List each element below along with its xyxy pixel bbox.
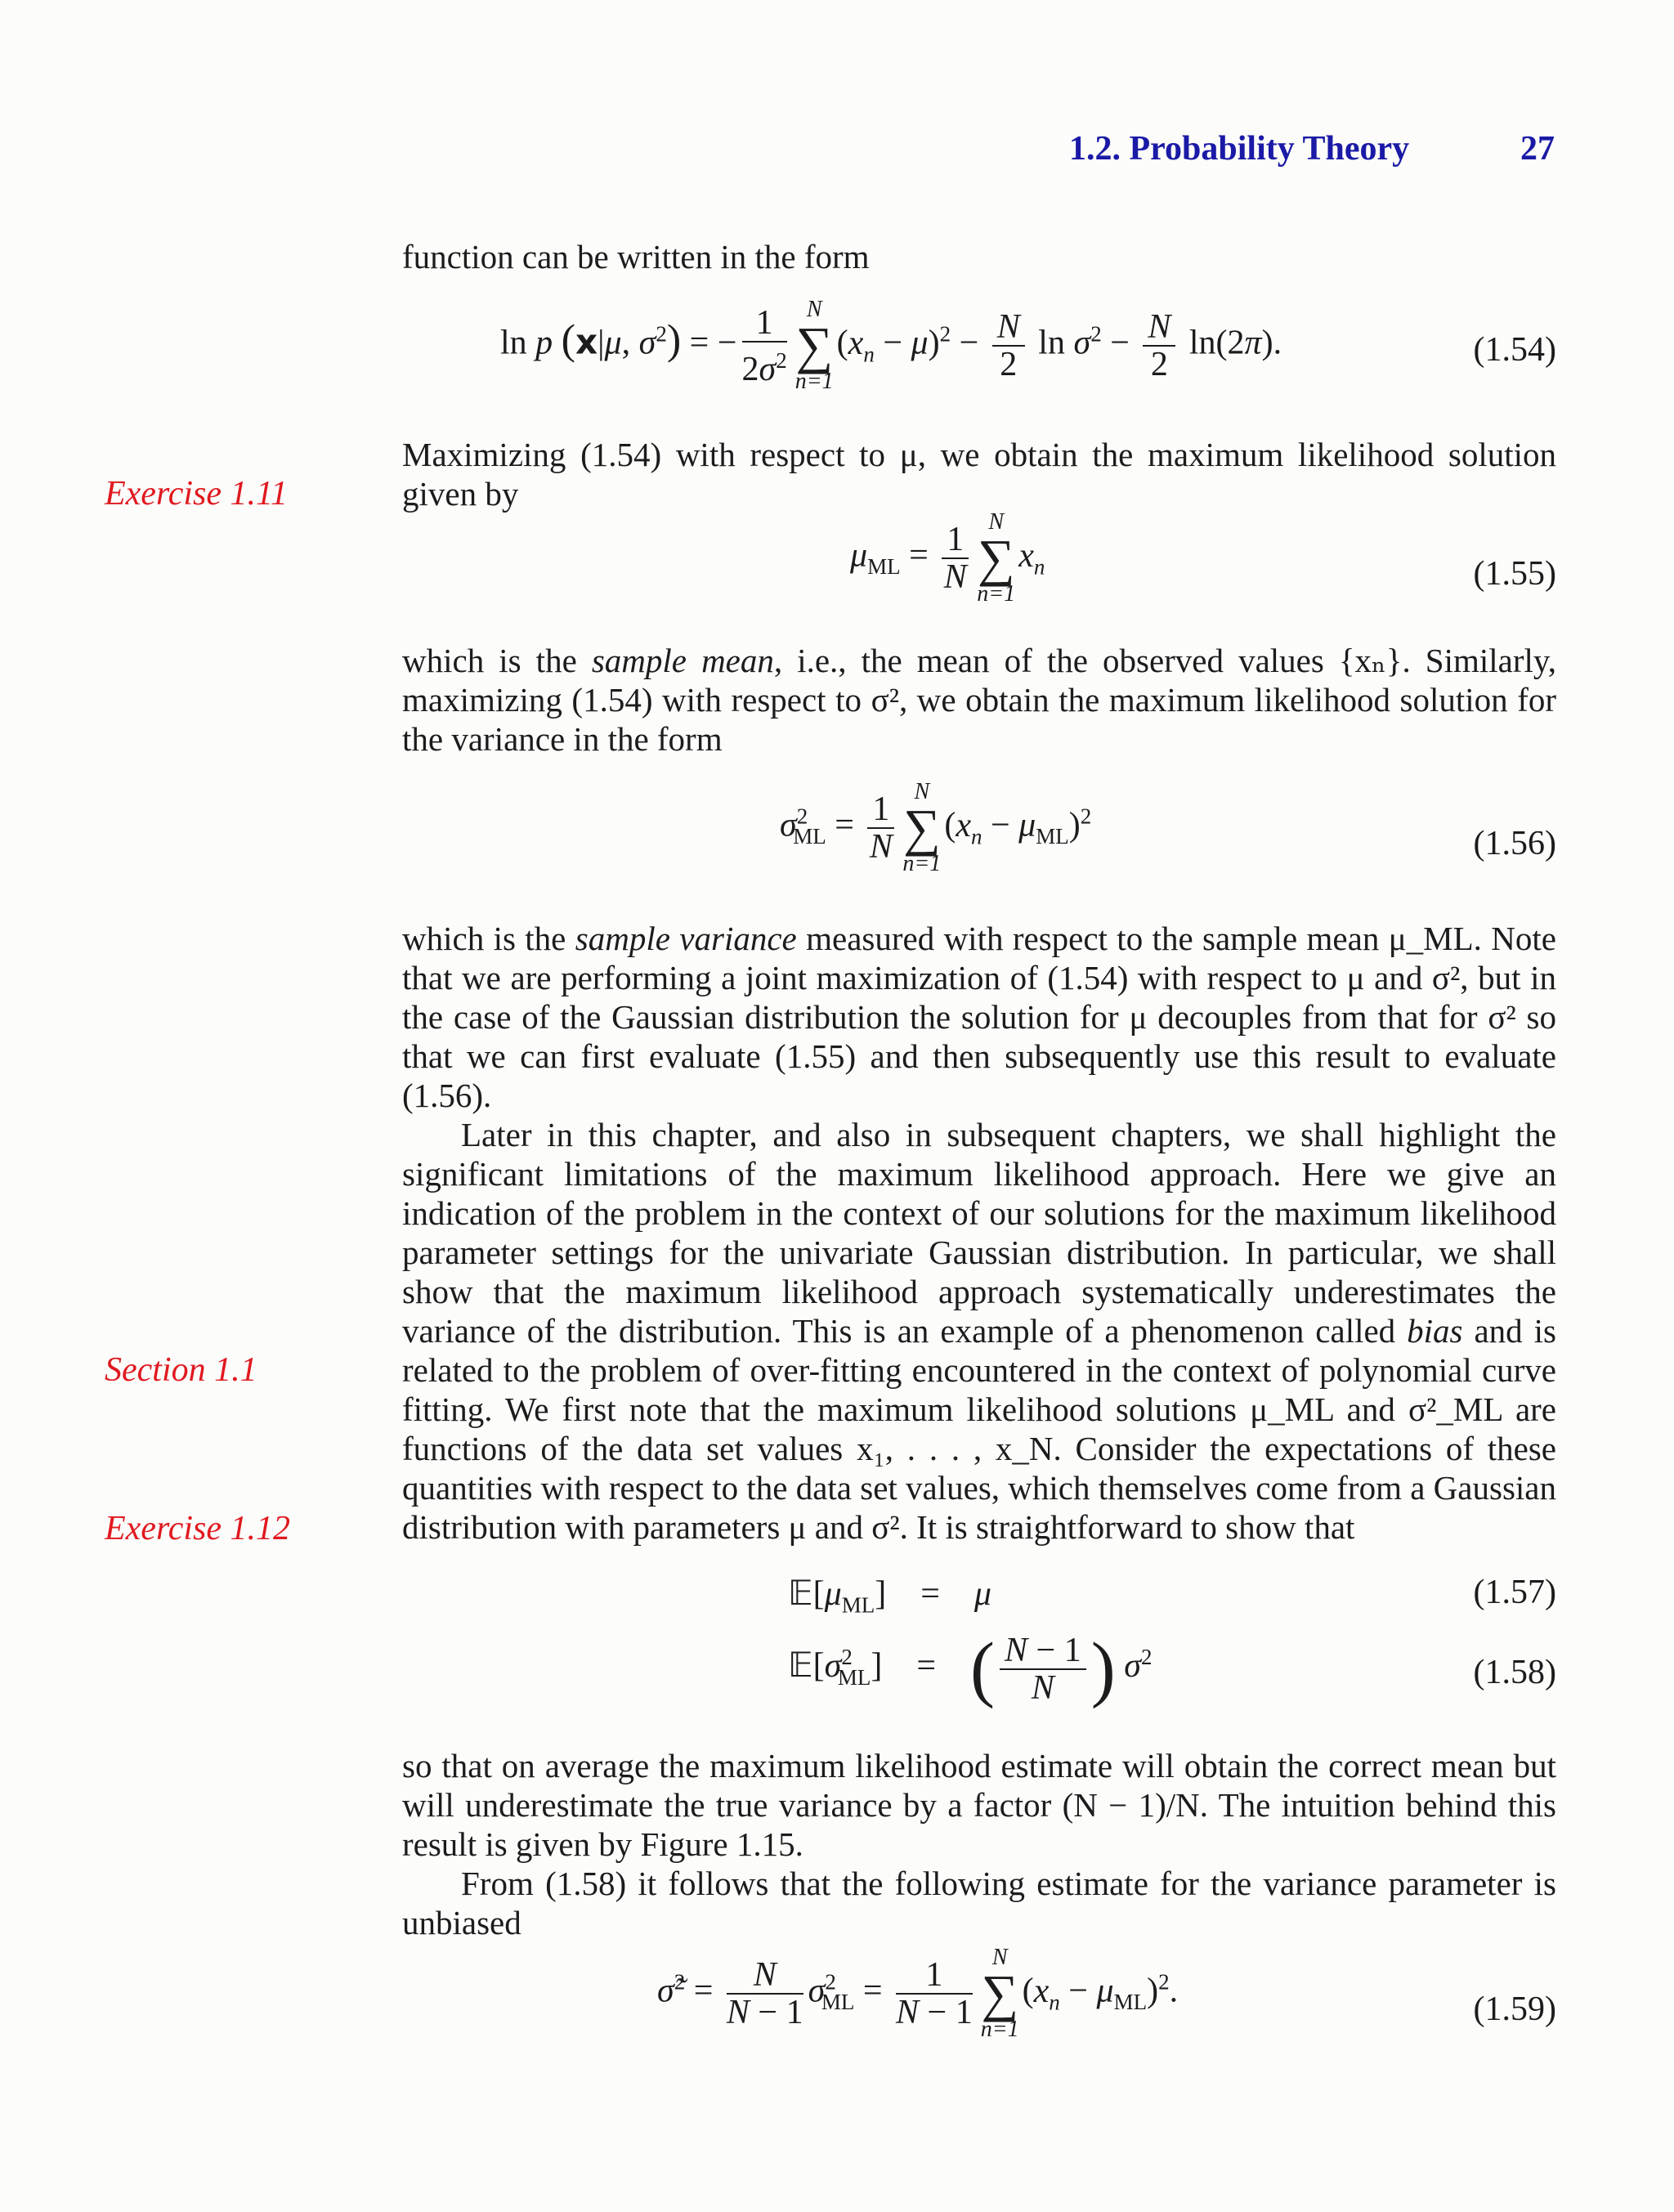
equation-number: (1.57) <box>1473 1574 1556 1611</box>
equation-1-56 <box>402 780 1556 894</box>
equation-number: (1.55) <box>1473 555 1556 593</box>
text-run: which is the <box>402 642 592 679</box>
equation-body: ln p (x|μ, $\sigma^2$) = − $\frac{1}{2\sigma^2}$ N ∑ n=1 $(x_n - \mu)^2$ − $\frac{N}{2}$ $\ln \sigma^2$ − $\frac{N}{2}$ ln(2π). <box>500 297 1282 394</box>
emphasis-sample-mean: sample mean <box>591 642 774 679</box>
margin-note-exercise-1-12: Exercise 1.12 <box>105 1510 291 1547</box>
equation-1-57 <box>402 1573 1556 1622</box>
paragraph-sample-mean <box>402 641 1556 759</box>
equation-number: (1.58) <box>1473 1654 1556 1691</box>
equation-body: $\sigma^2_{ML}$ = $\frac{1}{N}$ N ∑ n=1 $(x_n - \mu_{ML})^2$ <box>780 779 1092 876</box>
paragraph-underestimate: so that on average the maximum likelihood estimate will obtain the correct mean but will underestimate the true variance by a factor (N − 1)/N. The intuition behind this result is given by Figure 1.15. <box>402 1747 1556 1863</box>
text-run: Later in this chapter, and also in subsequent chapters, we shall highlight the significant limitations of the maximum likelihood approach. Here we give an indication of the problem in the context of our solutions for the maximum likelihood parameter settings for the univariate Gaussian distribution. In particular, we shall show that the maximum likelihood approach systematically underestimates the variance of the distribution. This is an example of a phenomenon called <box>402 1116 1556 1350</box>
margin-note-exercise-1-11: Exercise 1.11 <box>105 475 288 513</box>
text-run: measured with respect to the sample mean μ_ML. Note that we are performing a joint maximization of (1.54) with respect to μ and σ², but in the case of the Gaussian distribution the solution for μ decouples from that for σ² so that we can first evaluate (1.55) and then subsequently use this result to evaluate (1.56). <box>402 920 1556 1114</box>
equation-number: (1.56) <box>1473 825 1556 862</box>
equation-1-55 <box>402 510 1556 625</box>
paragraph-unbiased: From (1.58) it follows that the following estimate for the variance parameter is unbiased <box>402 1865 1556 1941</box>
paragraph-bias <box>402 1115 1556 1547</box>
equation-1-54 <box>402 298 1556 412</box>
equation-number: (1.59) <box>1473 1990 1556 2028</box>
equation-number: (1.54) <box>1473 331 1556 369</box>
equation-body: $𝔼[\mu_{ML}]$ = μ <box>788 1573 992 1618</box>
text-run: , i.e., the mean of the observed values {xₙ}. Similarly, maximizing (1.54) with respect to σ², we obtain the maximum likelihood solution for the variance in the form <box>402 642 1556 758</box>
emphasis-bias: bias <box>1407 1312 1463 1350</box>
paragraph-sample-variance <box>402 919 1556 1115</box>
equation-body: $\mu_{ML}$ = $\frac{1}{N}$ N ∑ n=1 $x_n$ <box>850 509 1045 607</box>
text-run: and is related to the problem of over-fitting encountered in the context of polynomial curve fitting. We first note that the maximum likelihood solutions μ_ML and σ²_ML are functions of the data set values x₁, . . . , x_N. Consider the expectations of these quantities with respect to the data set values, which themselves come from a Gaussian distribution with parameters μ and σ². It is straightforward to show that <box>402 1312 1556 1546</box>
equation-body: σ̃$^2$ = $\frac{N}{N - 1}$ $\sigma^2_{ML}$ = $\frac{1}{N - 1}$ N ∑ n=1 $(x_n - \mu_{ML})^2$. <box>657 1945 1179 2042</box>
equation-1-59 <box>402 1946 1556 2060</box>
text-run: which is the <box>402 920 575 957</box>
paragraph-maximizing-mu: Maximizing (1.54) with respect to μ, we obtain the maximum likelihood solution given by <box>402 436 1556 513</box>
page-number: 27 <box>1520 130 1555 168</box>
margin-note-section-1-1: Section 1.1 <box>105 1351 257 1389</box>
equation-1-58 <box>402 1627 1556 1725</box>
paragraph-intro: function can be written in the form <box>402 238 870 275</box>
emphasis-sample-variance: sample variance <box>575 920 797 957</box>
equation-body: $𝔼[\sigma^2_{ML}]$ = ( $\frac{N - 1}{N}$ ) $\sigma^2$ <box>788 1628 1153 1709</box>
running-header-title: 1.2. Probability Theory <box>1069 130 1410 168</box>
